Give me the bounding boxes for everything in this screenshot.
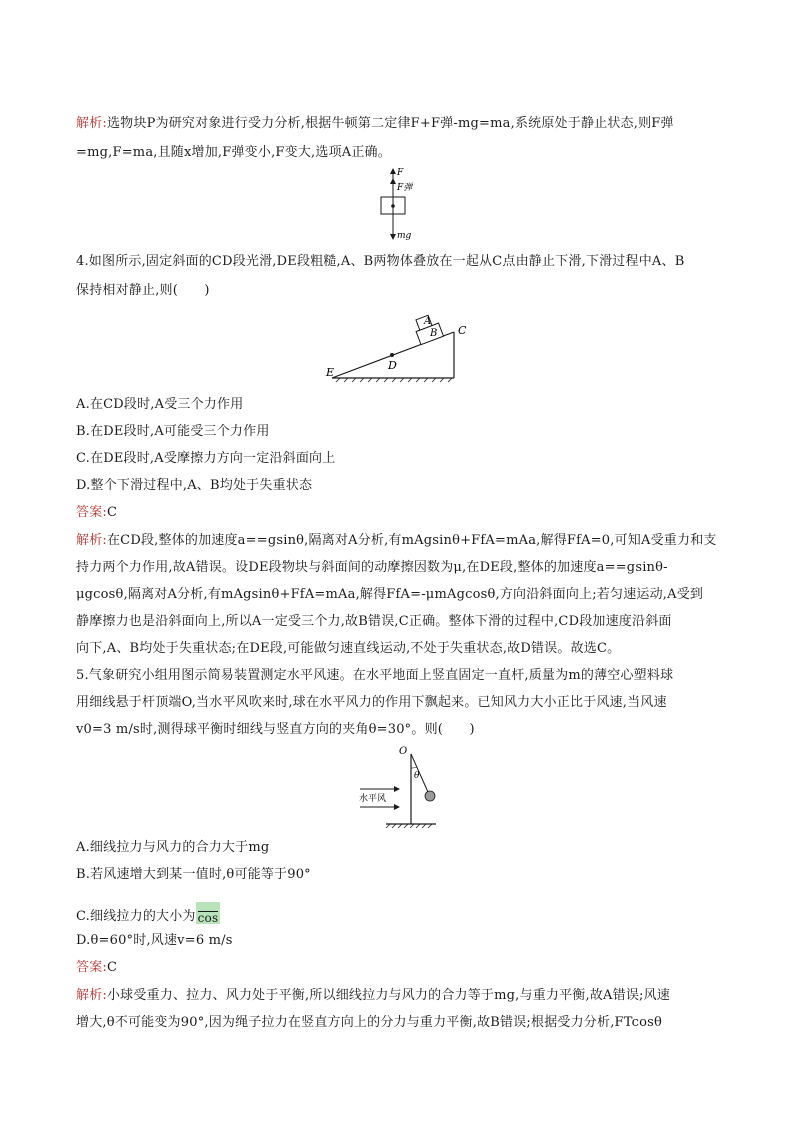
label-o: O [399, 746, 408, 757]
q5-stem-line-1: 5.气象研究小组用图示简易装置测定水平风速。在水平地面上竖直固定一直杆,质量为m的薄空心塑料球 [76, 668, 674, 683]
label-f-spring: F弹 [397, 183, 413, 193]
q5-analysis-line-2: 增大,θ不可能变为90°,因为绳子拉力在竖直方向上的分力与重力平衡,故B错误;根据受力分析,FTcosθ [76, 1015, 663, 1030]
option-c-text: C.细线拉力的大小为 [76, 909, 196, 924]
wind-pole-diagram [350, 744, 450, 830]
q5-option-c [76, 902, 220, 925]
label-e: E [326, 366, 335, 379]
q5-option-d: D.θ=60°时,风速v=6 m/s [76, 933, 233, 948]
q4-option-c: C.在DE段时,A受摩擦力方向一定沿斜面向上 [76, 451, 336, 466]
answer-value: C [106, 960, 118, 975]
q4-analysis-line-1 [76, 533, 717, 549]
label-mg: mg [397, 231, 412, 241]
q4-option-d: D.整个下滑过程中,A、B均处于失重状态 [76, 478, 313, 493]
label-c: C [458, 324, 467, 337]
answer-label: 答案: [76, 960, 107, 975]
q4-option-b: B.在DE段时,A可能受三个力作用 [76, 424, 270, 439]
label-b: B [430, 328, 438, 339]
q4-stem-line-2: 保持相对静止,则( ) [76, 283, 210, 298]
label-theta: θ [414, 771, 420, 781]
answer-label: 答案: [76, 505, 107, 520]
incline-diagram [318, 302, 478, 384]
label-wind: 水平风 [359, 794, 387, 804]
q4-stem-line-1: 4.如图所示,固定斜面的CD段光滑,DE段粗糙,A、B两物体叠放在一起从C点由静止下滑,下滑过程中A、B [76, 254, 685, 269]
q5-option-b: B.若风速增大到某一值时,θ可能等于90° [76, 867, 311, 882]
fraction-denominator: cos [197, 911, 219, 925]
label-a: A [424, 316, 432, 327]
q4-analysis-line-5: 向下,A、B均处于失重状态;在DE段,可能做匀速直线运动,不处于失重状态,故D错误。故选C。 [76, 641, 621, 656]
q4-analysis-line-3: μgcosθ,隔离对A分析,有mAgsinθ+FfA=mAa,解得FfA=-μmAgcosθ,方向沿斜面向上;若匀速运动,A受到 [76, 587, 704, 602]
answer-value: C [106, 505, 118, 520]
analysis-text: 在CD段,整体的加速度a==gsinθ,隔离对A分析,有mAgsinθ+FfA=mAa,解得FfA=0,可知A受重力和支 [106, 533, 717, 548]
q3-analysis-line-2: =mg,F=ma,且随x增加,F弹变小,F变大,选项A正确。 [76, 145, 391, 160]
q5-answer [76, 960, 117, 976]
analysis-text: 小球受重力、拉力、风力处于平衡,所以细线拉力与风力的合力等于mg,与重力平衡,故A错误;风速 [106, 988, 670, 1003]
analysis-label: 解析: [76, 116, 107, 131]
label-d: D [388, 359, 397, 372]
q5-stem-line-3: v0=3 m/s时,测得球平衡时细线与竖直方向的夹角θ=30°。则( ) [76, 722, 475, 737]
q4-analysis-line-2: 持力两个力作用,故A错误。设DE段物块与斜面间的动摩擦因数为μ,在DE段,整体的加速度a==gsinθ- [76, 560, 668, 575]
q5-option-a: A.细线拉力与风力的合力大于mg [76, 840, 270, 855]
q3-analysis-line-1 [76, 116, 674, 132]
q5-stem-line-2: 用细线悬于杆顶端O,当水平风吹来时,球在水平风力的作用下飘起来。已知风力大小正比于风速,当风速 [76, 695, 667, 710]
q5-analysis-line-1 [76, 988, 670, 1004]
analysis-label: 解析: [76, 988, 107, 1003]
analysis-text: 选物块P为研究对象进行受力分析,根据牛顿第二定律F+F弹-mg=ma,系统原处于静止状态,则F弹 [106, 116, 674, 131]
fraction-formula [196, 902, 221, 924]
label-f: F [397, 168, 404, 178]
force-diagram-block [376, 166, 426, 244]
q4-option-a: A.在CD段时,A受三个力作用 [76, 397, 244, 412]
analysis-label: 解析: [76, 533, 107, 548]
q4-answer [76, 505, 117, 521]
q4-analysis-line-4: 静摩擦力也是沿斜面向上,所以A一定受三个力,故B错误,C正确。整体下滑的过程中,CD段加速度沿斜面 [76, 614, 672, 629]
